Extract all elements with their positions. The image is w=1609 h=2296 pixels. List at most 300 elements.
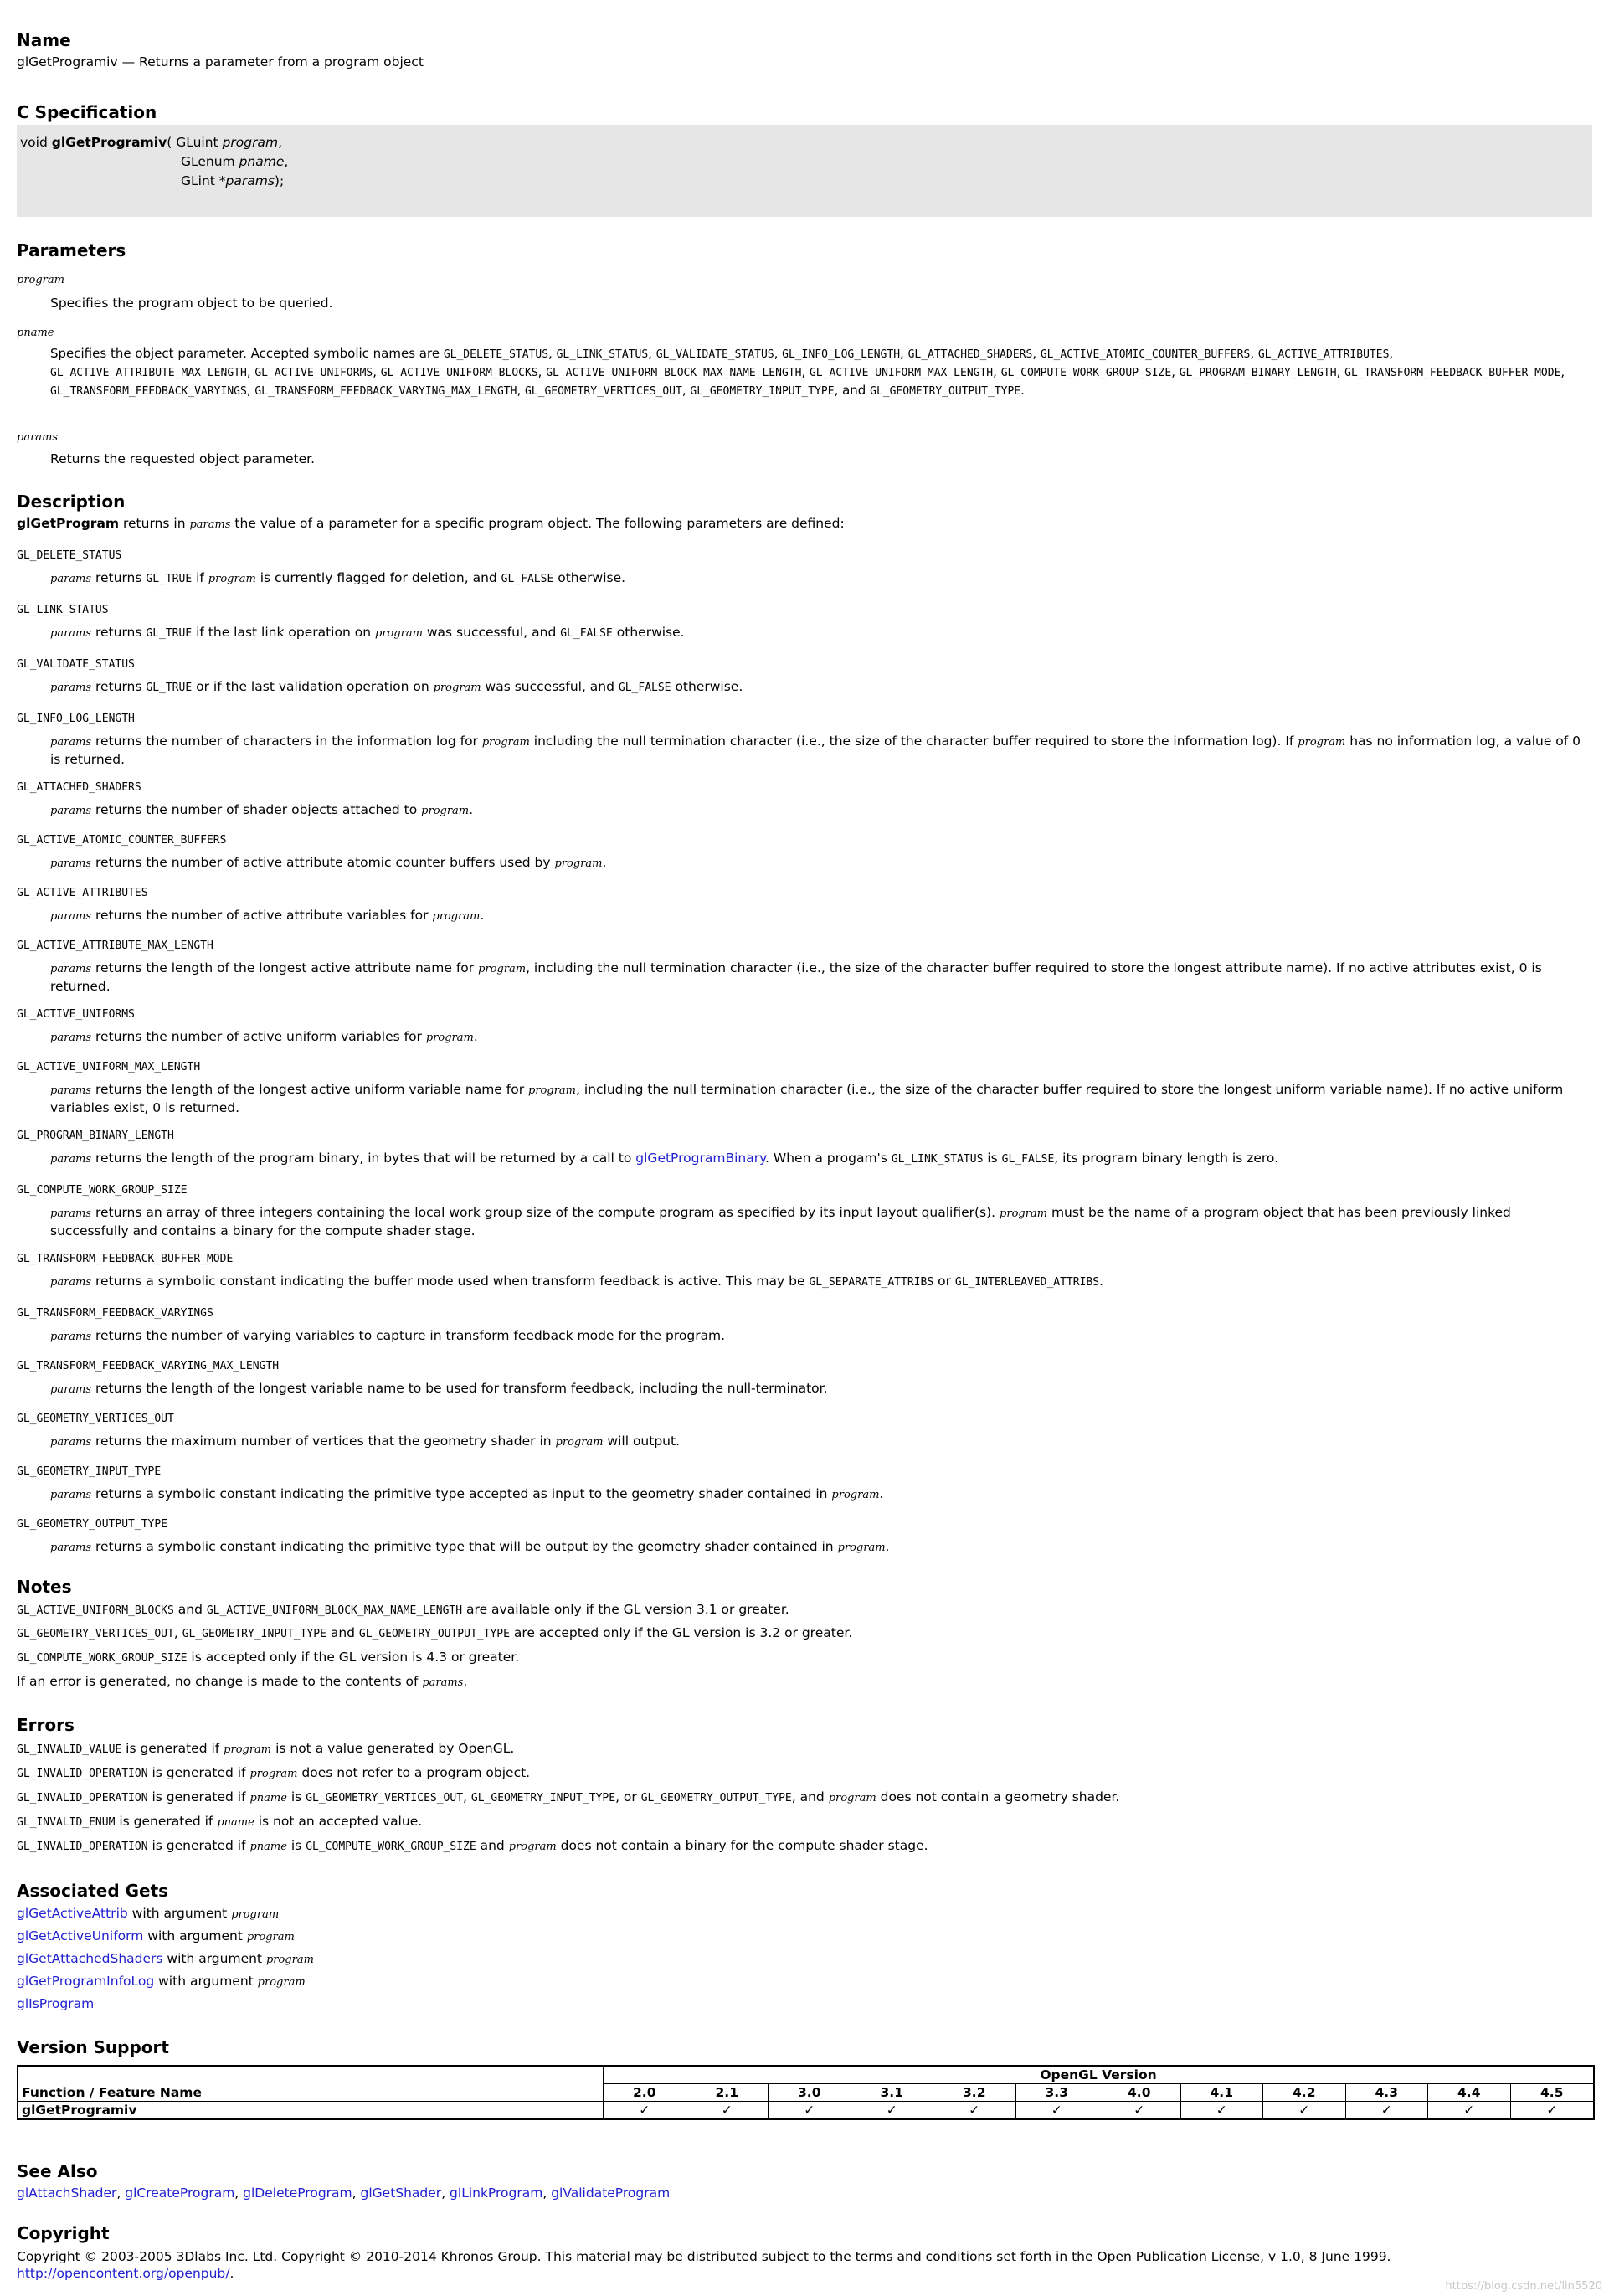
text-segment: otherwise. (553, 570, 626, 585)
version-check-cell: ✓ (769, 2102, 851, 2120)
description-text (17, 1150, 1592, 1168)
parameter-ref: params (50, 1153, 92, 1166)
description-text (17, 960, 1592, 995)
param-term-params: params (17, 431, 59, 444)
parameter-ref: params (50, 627, 92, 640)
description-term: GL_TRANSFORM_FEEDBACK_VARYING_MAX_LENGTH (17, 1360, 280, 1372)
associated-get-link[interactable]: glGetProgramInfoLog (17, 1974, 155, 1989)
symbolic-constant: GL_TRANSFORM_FEEDBACK_VARYINGS (50, 385, 247, 398)
version-check-cell: ✓ (1510, 2102, 1594, 2120)
text-segment: including the null termination character (i.e., the size of the character buffer required to store the information log). If (529, 734, 1298, 749)
version-header: 2.1 (686, 2084, 769, 2102)
text-segment: . When a progam's (765, 1151, 892, 1166)
parameter-ref: params (50, 1276, 92, 1289)
version-data-row (18, 2102, 1594, 2120)
symbolic-constant: GL_VALIDATE_STATUS (655, 348, 774, 361)
symbolic-constant: GL_ACTIVE_UNIFORM_BLOCK_MAX_NAME_LENGTH (206, 1604, 463, 1617)
see-also-link[interactable]: glCreateProgram (125, 2185, 235, 2201)
symbolic-constant: GL_GEOMETRY_VERTICES_OUT (17, 1628, 174, 1640)
version-header: 4.5 (1510, 2084, 1594, 2102)
text-segment: are available only if the GL version 3.1 or greater. (462, 1602, 789, 1617)
text-segment: is generated if (147, 1789, 250, 1804)
description-text (17, 1433, 1592, 1451)
symbolic-constant: GL_GEOMETRY_VERTICES_OUT (306, 1792, 464, 1804)
errors-line (17, 1837, 928, 1856)
associated-get-item (17, 1973, 306, 1991)
version-group-header: OpenGL Version (604, 2066, 1595, 2084)
text-segment: was successful, and (422, 625, 561, 640)
symbolic-constant: GL_GEOMETRY_INPUT_TYPE (182, 1628, 326, 1640)
text-segment: does not contain a geometry shader. (876, 1789, 1120, 1804)
associated-get-item (17, 1950, 314, 1969)
associated-get-arg: program (257, 1976, 306, 1989)
text-segment: and (173, 1602, 207, 1617)
version-support-heading: Version Support (17, 2037, 169, 2057)
spec-arg-name: params (225, 173, 275, 188)
description-text (17, 1028, 1592, 1047)
version-check-cell: ✓ (1180, 2102, 1263, 2120)
symbolic-constant: GL_INTERLEAVED_ATTRIBS (954, 1276, 1100, 1289)
symbolic-constant: GL_SEPARATE_ATTRIBS (809, 1276, 934, 1289)
version-header: 3.3 (1015, 2084, 1098, 2102)
description-heading: Description (17, 492, 126, 512)
symbolic-constant: GL_GEOMETRY_INPUT_TYPE (470, 1792, 616, 1804)
parameter-ref: params (50, 857, 92, 870)
description-intro (17, 515, 845, 533)
text-segment: and (326, 1625, 359, 1640)
description-term: GL_TRANSFORM_FEEDBACK_VARYINGS (17, 1307, 213, 1320)
text-segment: returns a symbolic constant indicating the primitive type accepted as input to the geometry shader contained in (91, 1486, 832, 1501)
symbolic-constant: GL_FALSE (560, 627, 613, 640)
description-text (17, 733, 1592, 768)
errors-line (17, 1813, 422, 1831)
parameter-ref: program (1000, 1207, 1048, 1220)
associated-get-link[interactable]: glGetAttachedShaders (17, 1951, 163, 1966)
c-spec-heading: C Specification (17, 102, 157, 122)
parameter-ref: params (50, 1032, 92, 1044)
description-term: GL_ATTACHED_SHADERS (17, 781, 141, 794)
text-segment: is generated if (147, 1838, 250, 1853)
symbolic-constant: GL_FALSE (618, 682, 671, 694)
symbolic-constant: GL_INVALID_OPERATION (17, 1768, 148, 1780)
description-text (17, 854, 1592, 873)
text-segment: is (983, 1151, 1002, 1166)
text-segment: returns the number of shader objects attached to (91, 802, 422, 817)
version-header: 4.0 (1098, 2084, 1181, 2102)
description-term: GL_GEOMETRY_INPUT_TYPE (17, 1465, 162, 1478)
description-term: GL_INFO_LOG_LENGTH (17, 713, 135, 725)
symbolic-constant: GL_PROGRAM_BINARY_LENGTH (1179, 367, 1337, 379)
notes-line (17, 1673, 467, 1691)
open-publication-license-link[interactable]: http://opencontent.org/openpub/ (17, 2266, 230, 2281)
version-check-cell: ✓ (686, 2102, 769, 2120)
symbolic-constant: GL_LINK_STATUS (891, 1153, 984, 1166)
errors-line (17, 1789, 1119, 1807)
text-segment: is not an accepted value. (254, 1814, 423, 1829)
text-segment: or if the last validation operation on (192, 679, 434, 694)
associated-get-with: with argument (154, 1974, 258, 1989)
parameter-ref: program (421, 805, 470, 817)
description-text (17, 1485, 1592, 1504)
spec-line-1 (20, 135, 282, 150)
text-segment: . (463, 1674, 468, 1689)
text-segment: , (463, 1789, 471, 1804)
text-segment: is generated if (115, 1814, 218, 1829)
symbolic-constant: GL_DELETE_STATUS (443, 348, 549, 361)
spec-arg-end: , (278, 135, 283, 150)
associated-get-with: with argument (127, 1906, 232, 1921)
symbolic-constant: GL_GEOMETRY_OUTPUT_TYPE (870, 385, 1021, 398)
function-name-cell: glGetProgramiv (18, 2102, 604, 2120)
param-desc-params: Returns the requested object parameter. (50, 451, 316, 466)
symbolic-constant: GL_GEOMETRY_OUTPUT_TYPE (640, 1792, 792, 1804)
spec-open-paren: ( (167, 135, 172, 150)
parameter-ref: program (208, 573, 256, 585)
text-segment: . (469, 802, 474, 817)
copyright-body: Copyright © 2003-2005 3Dlabs Inc. Ltd. Copyright © 2010-2014 Khronos Group. This material may be distributed subject to the terms and conditions set forth in the Open Publication License, v 1.0, 8 June 1999. (17, 2249, 1391, 2264)
parameter-ref: params (50, 1084, 92, 1097)
description-text (17, 907, 1592, 925)
text-segment: is generated if (147, 1765, 250, 1780)
parameter-ref: program (831, 1489, 880, 1501)
parameter-ref: program (432, 910, 481, 923)
parameter-ref: params (50, 736, 92, 749)
description-fn: glGetProgram (17, 516, 120, 531)
symbolic-constant: GL_COMPUTE_WORK_GROUP_SIZE (17, 1652, 188, 1665)
symbolic-constant: GL_INFO_LOG_LENGTH (782, 348, 901, 361)
spec-line-3 (181, 173, 284, 188)
text-segment: returns (91, 570, 147, 585)
version-check-cell: ✓ (851, 2102, 933, 2120)
notes-heading: Notes (17, 1577, 72, 1597)
version-header: 4.3 (1345, 2084, 1428, 2102)
version-support-table (17, 2065, 1595, 2120)
version-corner-cell (18, 2066, 604, 2084)
text-segment: , and (791, 1789, 829, 1804)
associated-gets-heading: Associated Gets (17, 1881, 169, 1901)
description-text (17, 678, 1592, 697)
text-segment: if (192, 570, 208, 585)
text-segment: returns the number of varying variables to capture in transform feedback mode for the program. (91, 1328, 726, 1343)
text-segment: returns (91, 679, 147, 694)
parameter-ref: pname (249, 1840, 287, 1853)
description-term: GL_ACTIVE_UNIFORM_MAX_LENGTH (17, 1061, 201, 1073)
errors-line (17, 1764, 530, 1783)
symbolic-constant: GL_COMPUTE_WORK_GROUP_SIZE (1000, 367, 1172, 379)
version-check-cell: ✓ (1098, 2102, 1181, 2120)
copyright-text (17, 2248, 1592, 2282)
see-also-heading: See Also (17, 2161, 98, 2181)
symbolic-constant: GL_INVALID_ENUM (17, 1816, 116, 1829)
text-segment: is accepted only if the GL version is 4.3 or greater. (187, 1650, 520, 1665)
text-segment: , including the null termination character (i.e., the size of the character buffer required to store the longest attribute name). If no active attributes exist, 0 is returned. (50, 960, 1542, 994)
associated-get-with: with argument (143, 1928, 247, 1943)
symbolic-constant: GL_ATTACHED_SHADERS (907, 348, 1033, 361)
symbolic-constant: GL_INVALID_VALUE (17, 1743, 122, 1756)
see-also-link[interactable]: glValidateProgram (551, 2185, 671, 2201)
symbolic-constant: GL_GEOMETRY_INPUT_TYPE (690, 385, 835, 398)
text-segment: does not contain a binary for the compute shader stage. (556, 1838, 928, 1853)
text-segment: returns a symbolic constant indicating the buffer mode used when transform feedback is active. This may be (91, 1274, 810, 1289)
text-segment: returns the number of active attribute atomic counter buffers used by (91, 855, 555, 870)
associated-get-item (17, 1905, 279, 1923)
spec-arg-end: , (284, 154, 289, 169)
parameter-ref: program (508, 1840, 557, 1853)
symbolic-constant: GL_FALSE (1001, 1153, 1055, 1166)
parameter-ref: params (50, 573, 92, 585)
associated-get-item (17, 1928, 295, 1946)
version-check-cell: ✓ (1428, 2102, 1511, 2120)
description-term: GL_TRANSFORM_FEEDBACK_BUFFER_MODE (17, 1253, 234, 1265)
name-heading: Name (17, 30, 71, 50)
text-segment: must be the name of a program object that has been previously linked successfully and contains a binary for the compute shader stage. (50, 1205, 1511, 1238)
see-also-sep: , (352, 2185, 361, 2201)
spec-arg-type: GLenum (181, 154, 239, 169)
symbolic-constant: GL_TRANSFORM_FEEDBACK_VARYING_MAX_LENGTH (254, 385, 517, 398)
description-t2: the value of a parameter for a specific program object. The following parameters are defined: (230, 516, 845, 531)
version-header: 4.2 (1263, 2084, 1346, 2102)
version-check-cell: ✓ (1345, 2102, 1428, 2120)
text-segment: will output. (603, 1434, 681, 1449)
copyright-heading: Copyright (17, 2223, 110, 2243)
parameter-ref: program (828, 1792, 876, 1804)
errors-heading: Errors (17, 1715, 75, 1735)
associated-get-arg: program (246, 1931, 295, 1943)
parameter-ref: program (837, 1542, 886, 1554)
version-header: 4.4 (1428, 2084, 1511, 2102)
description-term: GL_ACTIVE_UNIFORMS (17, 1008, 135, 1021)
text-segment: does not refer to a program object. (297, 1765, 531, 1780)
text-segment: returns the length of the program binary, in bytes that will be returned by a call to (91, 1151, 636, 1166)
symbolic-constant: GL_ACTIVE_UNIFORM_BLOCKS (17, 1604, 174, 1617)
description-term: GL_GEOMETRY_OUTPUT_TYPE (17, 1518, 168, 1531)
version-header: 4.1 (1180, 2084, 1263, 2102)
text-segment: and (476, 1838, 509, 1853)
parameter-ref: program (249, 1768, 298, 1780)
associated-get-link[interactable]: glIsProgram (17, 1996, 95, 2011)
symbolic-constant: GL_ACTIVE_UNIFORMS (254, 367, 373, 379)
text-segment: returns the length of the longest variable name to be used for transform feedback, including the null-terminator. (91, 1381, 828, 1396)
text-segment: is currently flagged for deletion, and (255, 570, 501, 585)
text-segment: otherwise. (671, 679, 743, 694)
version-header: 3.1 (851, 2084, 933, 2102)
text-segment: returns (91, 625, 147, 640)
symbolic-constant: GL_INVALID_OPERATION (17, 1840, 148, 1853)
see-also-link[interactable]: glAttachShader (17, 2185, 117, 2201)
symbolic-constant: GL_FALSE (501, 573, 554, 585)
param-desc-pname: Specifies the object parameter. Accepted symbolic names are GL_DELETE_STATUS, GL_LINK_STATUS, GL_VALIDATE_STATUS, GL_INFO_LOG_LENGTH, GL_ATTACHED_SHADERS, GL_ACTIVE_ATOMIC_COUNTER_BUFFERS, GL_ACTIVE_ATTRIBUTES, GL_ACTIVE_ATTRIBUTE_MAX_LENGTH, GL_ACTIVE_UNIFORMS, GL_ACTIVE_UNIFORM_BLOCKS, GL_ACTIVE_UNIFORM_BLOCK_MAX_NAME_LENGTH, GL_ACTIVE_UNIFORM_MAX_LENGTH, GL_COMPUTE_WORK_GROUP_SIZE, GL_PROGRAM_BINARY_LENGTH, GL_TRANSFORM_FEEDBACK_BUFFER_MODE, GL_TRANSFORM_FEEDBACK_VARYINGS, GL_TRANSFORM_FEEDBACK_VARYING_MAX_LENGTH, GL_GEOMETRY_VERTICES_OUT, GL_GEOMETRY_INPUT_TYPE, and GL_GEOMETRY_OUTPUT_TYPE. (50, 346, 1565, 398)
spec-return-type: void (20, 135, 52, 150)
text-segment: . (473, 1029, 478, 1044)
spec-arg-type: GLuint (176, 135, 223, 150)
text-segment: If an error is generated, no change is made to the contents of (17, 1674, 423, 1689)
copyright-end: . (229, 2266, 234, 2281)
description-term: GL_ACTIVE_ATOMIC_COUNTER_BUFFERS (17, 834, 227, 847)
see-also-link[interactable]: glLinkProgram (450, 2185, 543, 2201)
associated-get-link[interactable]: glGetActiveUniform (17, 1928, 144, 1943)
text-segment: or (933, 1274, 955, 1289)
text-segment: returns the length of the longest active uniform variable name for (91, 1082, 529, 1097)
function-link[interactable]: glGetProgramBinary (635, 1151, 766, 1166)
symbolic-constant: GL_TRANSFORM_FEEDBACK_BUFFER_MODE (1344, 367, 1561, 379)
version-header: 3.2 (933, 2084, 1016, 2102)
symbolic-constant: GL_LINK_STATUS (556, 348, 649, 361)
description-text (17, 624, 1592, 642)
version-header: 2.0 (604, 2084, 686, 2102)
text-segment: returns the number of characters in the information log for (91, 734, 482, 749)
symbolic-constant: GL_TRUE (146, 627, 193, 640)
associated-get-arg: program (231, 1908, 280, 1921)
associated-get-with: with argument (162, 1951, 266, 1966)
c-spec-box (17, 125, 1592, 217)
see-also-link[interactable]: glDeleteProgram (243, 2185, 352, 2201)
symbolic-constant: GL_ACTIVE_UNIFORM_MAX_LENGTH (809, 367, 994, 379)
symbolic-constant: GL_ACTIVE_ATTRIBUTES (1257, 348, 1390, 361)
description-text (17, 801, 1592, 820)
description-text (17, 569, 1592, 588)
watermark: https://blog.csdn.net/lin5520 (1445, 2280, 1602, 2293)
parameter-ref: program (554, 857, 603, 870)
parameter-ref: params (50, 1436, 92, 1449)
spec-arg-name: pname (239, 154, 285, 169)
text-segment: has no information log, a value of 0 is returned. (50, 734, 1581, 767)
param-term-program: program (17, 274, 64, 286)
see-also-link[interactable]: glGetShader (360, 2185, 442, 2201)
text-segment: , (173, 1625, 182, 1640)
text-segment: , including the null termination character (i.e., the size of the character buffer required to store the longest uniform variable name). If no active uniform variables exist, 0 is returned. (50, 1082, 1564, 1115)
text-segment: is generated if (121, 1741, 224, 1756)
parameter-ref: params (50, 805, 92, 817)
param-term-pname: pname (17, 327, 54, 339)
associated-get-link[interactable]: glGetActiveAttrib (17, 1906, 128, 1921)
text-segment: returns a symbolic constant indicating the primitive type that will be output by the geometry shader contained in (91, 1539, 838, 1554)
parameter-ref: program (224, 1743, 272, 1756)
description-text (17, 1273, 1592, 1291)
text-segment: returns the maximum number of vertices that the geometry shader in (91, 1434, 556, 1449)
spec-line-2 (181, 154, 288, 169)
see-also-sep: , (234, 2185, 244, 2201)
text-segment: . (1099, 1274, 1103, 1289)
parameter-ref: program (528, 1084, 576, 1097)
version-check-cell: ✓ (1015, 2102, 1098, 2120)
version-group-row (18, 2066, 1594, 2084)
version-check-cell: ✓ (1263, 2102, 1346, 2120)
parameter-ref: params (50, 963, 92, 976)
version-check-cell: ✓ (604, 2102, 686, 2120)
description-term: GL_ACTIVE_ATTRIBUTES (17, 887, 148, 899)
parameter-ref: pname (249, 1792, 287, 1804)
text-segment: . (879, 1486, 884, 1501)
text-segment: is (286, 1838, 306, 1853)
description-text (17, 1204, 1592, 1239)
errors-line (17, 1740, 514, 1758)
see-also-links (17, 2185, 670, 2201)
text-segment: . (480, 908, 485, 923)
spec-arg-end: ); (274, 173, 285, 188)
description-term: GL_GEOMETRY_VERTICES_OUT (17, 1413, 174, 1425)
parameter-ref: program (555, 1436, 604, 1449)
text-segment: is not a value generated by OpenGL. (271, 1741, 515, 1756)
description-term: GL_DELETE_STATUS (17, 549, 122, 562)
symbolic-constant: GL_ACTIVE_ATOMIC_COUNTER_BUFFERS (1040, 348, 1251, 361)
parameter-ref: params (422, 1676, 464, 1689)
parameter-ref: params (50, 1489, 92, 1501)
associated-get-item (17, 1995, 94, 2012)
notes-line (17, 1601, 789, 1619)
symbolic-constant: GL_INVALID_OPERATION (17, 1792, 148, 1804)
spec-arg-name: program (222, 135, 279, 150)
parameter-ref: params (50, 1207, 92, 1220)
parameter-ref: program (433, 682, 481, 694)
description-text (17, 1380, 1592, 1398)
description-t1: returns in (119, 516, 190, 531)
parameter-ref: program (481, 736, 530, 749)
symbolic-constant: GL_ACTIVE_UNIFORM_BLOCK_MAX_NAME_LENGTH (546, 367, 802, 379)
notes-line (17, 1649, 519, 1667)
description-text (17, 1538, 1592, 1557)
description-term: GL_ACTIVE_ATTRIBUTE_MAX_LENGTH (17, 940, 213, 952)
parameter-ref: params (50, 1331, 92, 1343)
text-segment: was successful, and (481, 679, 619, 694)
parameter-ref: params (50, 1542, 92, 1554)
param-desc-program: Specifies the program object to be queried. (50, 296, 333, 311)
notes-line (17, 1624, 852, 1643)
symbolic-constant: GL_TRUE (146, 573, 193, 585)
pname-desc-intro: Specifies the object parameter. Accepted symbolic names are (50, 346, 444, 361)
text-segment: returns the length of the longest active attribute name for (91, 960, 479, 976)
parameters-heading: Parameters (17, 240, 126, 260)
parameter-ref: program (1298, 736, 1346, 749)
description-term: GL_LINK_STATUS (17, 604, 109, 616)
parameter-ref: params (50, 682, 92, 694)
text-segment: are accepted only if the GL version is 3.2 or greater. (509, 1625, 853, 1640)
text-segment: returns the number of active attribute variables for (91, 908, 433, 923)
text-segment: , or (615, 1789, 641, 1804)
description-term: GL_PROGRAM_BINARY_LENGTH (17, 1130, 174, 1142)
text-segment: returns an array of three integers containing the local work group size of the compute program as specified by its input layout qualifier(s). (91, 1205, 1000, 1220)
description-text (17, 1081, 1592, 1116)
symbolic-constant: GL_ACTIVE_UNIFORM_BLOCKS (380, 367, 538, 379)
parameter-ref: program (374, 627, 423, 640)
associated-get-arg: program (265, 1954, 314, 1966)
text-segment: otherwise. (612, 625, 685, 640)
symbolic-constant: GL_GEOMETRY_VERTICES_OUT (524, 385, 682, 398)
pname-and: and (842, 383, 866, 398)
name-text: glGetProgramiv — Returns a parameter from a program object (17, 54, 424, 69)
version-check-cell: ✓ (933, 2102, 1016, 2120)
text-segment: . (885, 1539, 890, 1554)
description-term: GL_VALIDATE_STATUS (17, 658, 135, 671)
see-also-sep: , (441, 2185, 450, 2201)
version-header: 3.0 (769, 2084, 851, 2102)
spec-arg-type: GLint * (181, 173, 226, 188)
symbolic-constant: GL_ACTIVE_ATTRIBUTE_MAX_LENGTH (50, 367, 247, 379)
parameter-ref: pname (217, 1816, 254, 1829)
description-text (17, 1327, 1592, 1346)
symbolic-constant: GL_TRUE (146, 682, 193, 694)
text-segment: returns the number of active uniform variables for (91, 1029, 426, 1044)
parameter-ref: program (425, 1032, 474, 1044)
parameter-ref: params (50, 910, 92, 923)
text-segment: . (602, 855, 607, 870)
symbolic-constant: GL_GEOMETRY_OUTPUT_TYPE (358, 1628, 510, 1640)
text-segment: , its program binary length is zero. (1054, 1151, 1279, 1166)
see-also-sep: , (542, 2185, 552, 2201)
symbolic-constant: GL_COMPUTE_WORK_GROUP_SIZE (306, 1840, 476, 1853)
function-name-header: Function / Feature Name (18, 2084, 604, 2102)
description-param: params (189, 518, 231, 531)
description-term: GL_COMPUTE_WORK_GROUP_SIZE (17, 1184, 188, 1197)
